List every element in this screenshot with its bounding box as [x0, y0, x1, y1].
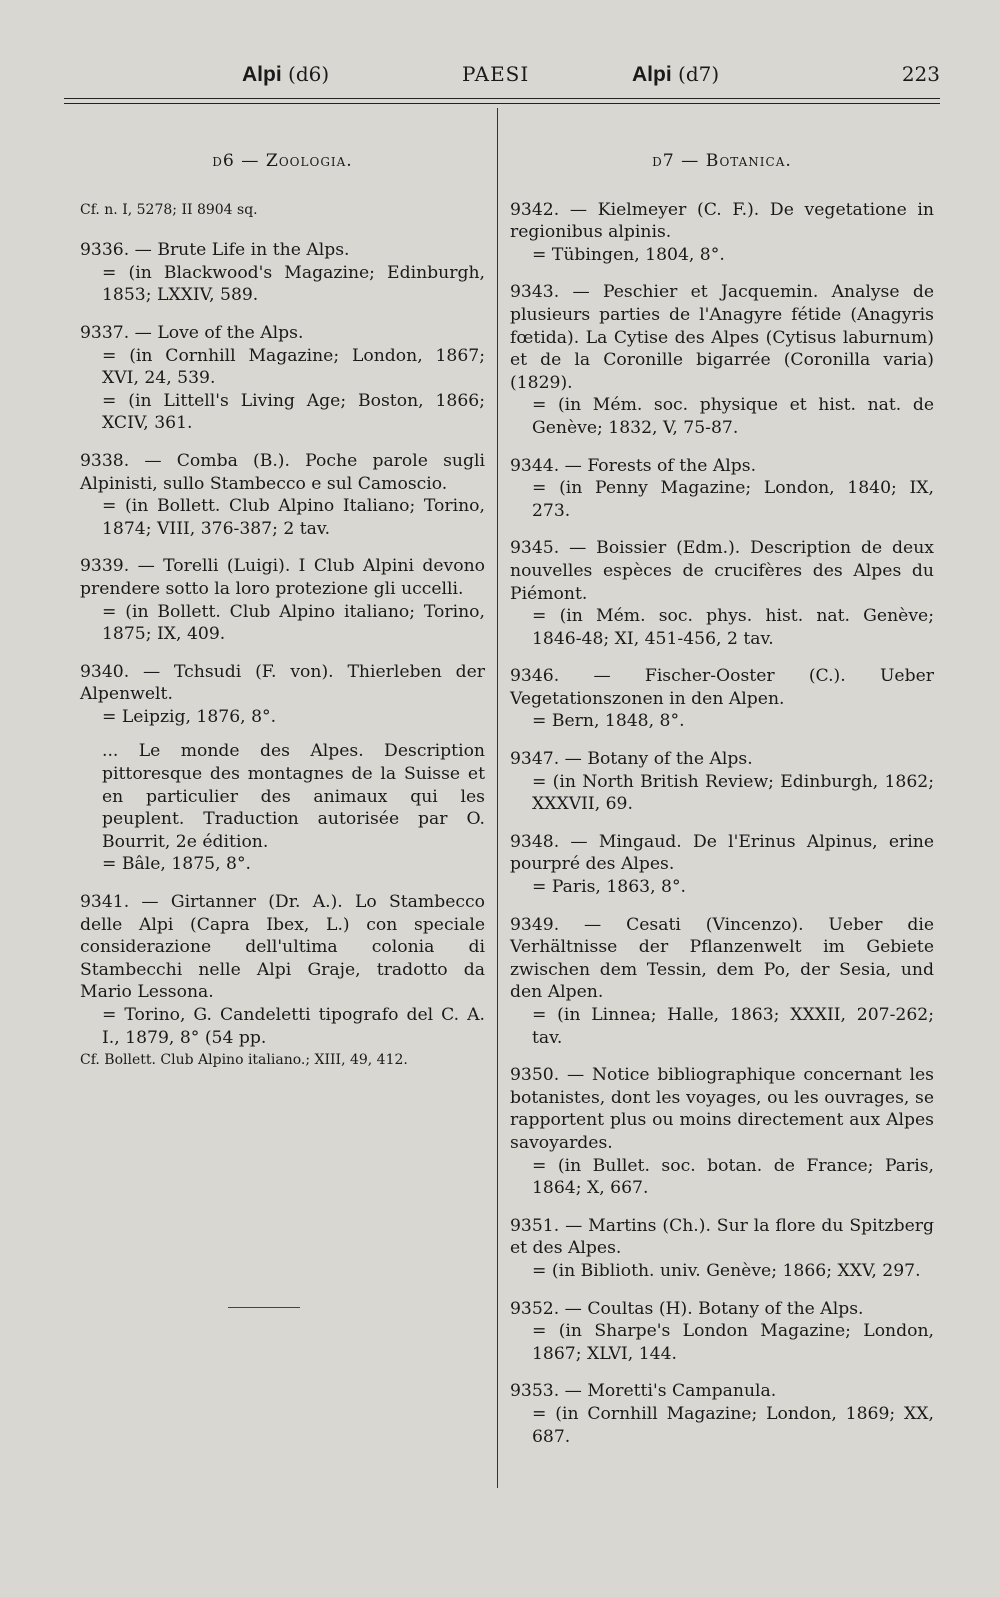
page-header [60, 62, 940, 92]
entry-9340: 9340. — Tchsudi (F. von). Thierleben der Alpenwelt. = Leipzig, 1876, 8°. ... Le monde des Alpes. Description pittoresque des montagnes de la Suisse et en particulier des animaux qui les peuplent. Traduction autorisée par O. Bourrit, 2e édition. = Bâle, 1875, 8°. [80, 661, 485, 875]
header-rule [64, 98, 940, 99]
entry-9350: 9350. — Notice bibliographique concernant les botanistes, dont les voyages, ou les ouvrages, se rapportent plus ou moins directement aux Alpes savoyardes. = (in Bullet. soc. botan. de France; Paris, 1864; X, 667. [510, 1065, 934, 1199]
entry-9336: 9336. — Brute Life in the Alps. = (in Blackwood's Magazine; Edinburgh, 1853; LXXIV, 589. [80, 240, 485, 306]
entry-9347: 9347. — Botany of the Alps. = (in North British Review; Edinburgh, 1862; XXXVII, 69. [510, 749, 934, 815]
running-head-right: Alpi (d7) [632, 62, 720, 86]
right-column [510, 150, 934, 1463]
entry-9343: 9343. — Peschier et Jacquemin. Analyse de plusieurs parties de l'Anagyre fétide (Anagyris fœtida). La Cytise des Alpes (Cytisus laburnum) et de la Coronille bigarrée (Coronilla varia) (1829). = (in Mém. soc. physique et hist. nat. de Genève; 1832, V, 75-87. [510, 282, 934, 438]
entry-9346: 9346. — Fischer-Ooster (C.). Ueber Vegetationszonen in den Alpen. = Bern, 1848, 8°. [510, 666, 934, 732]
entry-9345: 9345. — Boissier (Edm.). Description de deux nouvelles espèces de crucifères des Alpes du Piémont. = (in Mém. soc. phys. hist. nat. Genève; 1846-48; XI, 451-456, 2 tav. [510, 538, 934, 649]
end-rule [228, 1307, 300, 1308]
left-column [80, 150, 485, 1087]
entry-9341: 9341. — Girtanner (Dr. A.). Lo Stambecco delle Alpi (Capra Ibex, L.) con speciale considerazione dell'ultima colonia di Stambecchi nelle Alpi Graje, tradotto da Mario Lessona. = Torino, G. Candeletti tipografo del C. A. I., 1879, 8° (54 pp. Cf. Bollett. Club Alpino italiano.; XIII, 49, 412. [80, 892, 485, 1069]
section-title-zoologia: d6 — Zoologia. [212, 151, 353, 171]
entry-9353: 9353. — Moretti's Campanula. = (in Cornhill Magazine; London, 1869; XX, 687. [510, 1381, 934, 1447]
page-number: 223 [901, 62, 940, 86]
entry-9349: 9349. — Cesati (Vincenzo). Ueber die Verhältnisse der Pflanzenwelt im Gebiete zwischen dem Tessin, dem Po, der Sesia, und den Alpen. = (in Linnea; Halle, 1863; XXXII, 207-262; tav. [510, 914, 934, 1048]
entry-9342: 9342. — Kielmeyer (C. F.). De vegetatione in regionibus alpinis. = Tübingen, 1804, 8°. [510, 199, 934, 265]
section-title-botanica: d7 — Botanica. [652, 151, 792, 171]
header-rule-2 [64, 103, 940, 104]
entry-9337: 9337. — Love of the Alps. = (in Cornhill Magazine; London, 1867; XVI, 24, 539. = (in Littell's Living Age; Boston, 1866; XCIV, 361. [80, 322, 485, 434]
entry-9351: 9351. — Martins (Ch.). Sur la flore du Spitzberg et des Alpes. = (in Biblioth. univ. Genève; 1866; XXV, 297. [510, 1215, 934, 1281]
entry-9338: 9338. — Comba (B.). Poche parole sugli Alpinisti, sullo Stambecco e sul Camoscio. = (in Bollett. Club Alpino Italiano; Torino, 1874; VIII, 376-387; 2 tav. [80, 450, 485, 539]
entry-9344: 9344. — Forests of the Alps. = (in Penny Magazine; London, 1840; IX, 273. [510, 455, 934, 521]
entry-9352: 9352. — Coultas (H). Botany of the Alps. = (in Sharpe's London Magazine; London, 1867; XLVI, 144. [510, 1298, 934, 1364]
running-head-center: PAESI [462, 62, 530, 86]
running-head-left: Alpi (d6) [242, 62, 330, 86]
cross-reference: Cf. n. I, 5278; II 8904 sq. [80, 201, 258, 218]
entry-9348: 9348. — Mingaud. De l'Erinus Alpinus, erine pourpré des Alpes. = Paris, 1863, 8°. [510, 831, 934, 898]
column-divider [497, 108, 498, 1488]
entry-9339: 9339. — Torelli (Luigi). I Club Alpini devono prendere sotto la loro protezione gli uccelli. = (in Bollett. Club Alpino italiano; Torino, 1875; IX, 409. [80, 556, 485, 645]
